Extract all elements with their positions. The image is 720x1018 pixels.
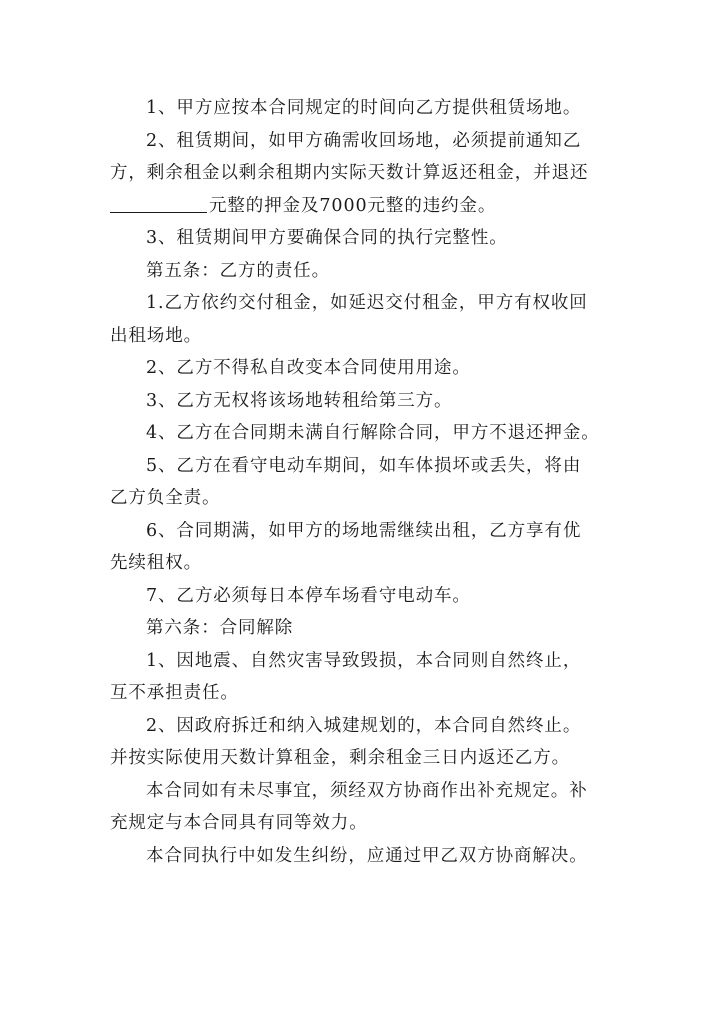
text-line: 3、租赁期间甲方要确保合同的执行完整性。 — [146, 228, 508, 248]
text-line: 5、乙方在看守电动车期间，如车体损坏或丢失，将由 — [146, 455, 582, 476]
text-line: 4、乙方在合同期未满自行解除合同，甲方不退还押金。 — [146, 423, 600, 443]
text-line: 出租场地。 — [110, 325, 202, 346]
text-line: 元整的押金及7000元整的违约金。 — [110, 190, 630, 223]
section-heading: 第五条：乙方的责任。 — [146, 260, 330, 281]
section-heading: 第六条：合同解除 — [146, 618, 294, 638]
text-line: 方，剩余租金以剩余租期内实际天数计算返还租金，并退还 — [110, 163, 589, 183]
document-body — [110, 92, 630, 872]
text-line: 3、乙方无权将该场地转租给第三方。 — [146, 390, 453, 411]
text-line: 本合同执行中如发生纠纷，应通过甲乙双方协商解决。 — [146, 845, 588, 866]
text-line: 7、乙方必须每日本停车场看守电动车。 — [146, 585, 471, 606]
text-line: 1.乙方依约交付租金，如延迟交付租金，甲方有权收回 — [146, 293, 588, 313]
text-line: 并按实际使用天数计算租金，剩余租金三日内返还乙方。 — [110, 748, 570, 768]
text-line: 互不承担责任。 — [110, 683, 239, 703]
text-line: 2、租赁期间，如甲方确需收回场地，必须提前通知乙 — [146, 130, 582, 151]
text-line: 本合同如有未尽事宜，须经双方协商作出补充规定。补 — [146, 780, 588, 801]
text-line: 6、合同期满，如甲方的场地需继续出租，乙方享有优 — [146, 520, 582, 541]
text-line: 先续租权。 — [110, 553, 202, 573]
text-line: 1、甲方应按本合同规定的时间向乙方提供租赁场地。 — [146, 98, 582, 118]
text-line: 2、因政府拆迁和纳入城建规划的，本合同自然终止。 — [146, 715, 582, 736]
fill-in-blank — [110, 194, 207, 213]
text-line: 乙方负全责。 — [110, 488, 221, 508]
text-line: 1、因地震、自然灾害导致毁损，本合同则自然终止， — [146, 650, 582, 671]
text-line: 充规定与本合同具有同等效力。 — [110, 813, 368, 833]
text-line: 2、乙方不得私自改变本合同使用用途。 — [146, 358, 471, 378]
